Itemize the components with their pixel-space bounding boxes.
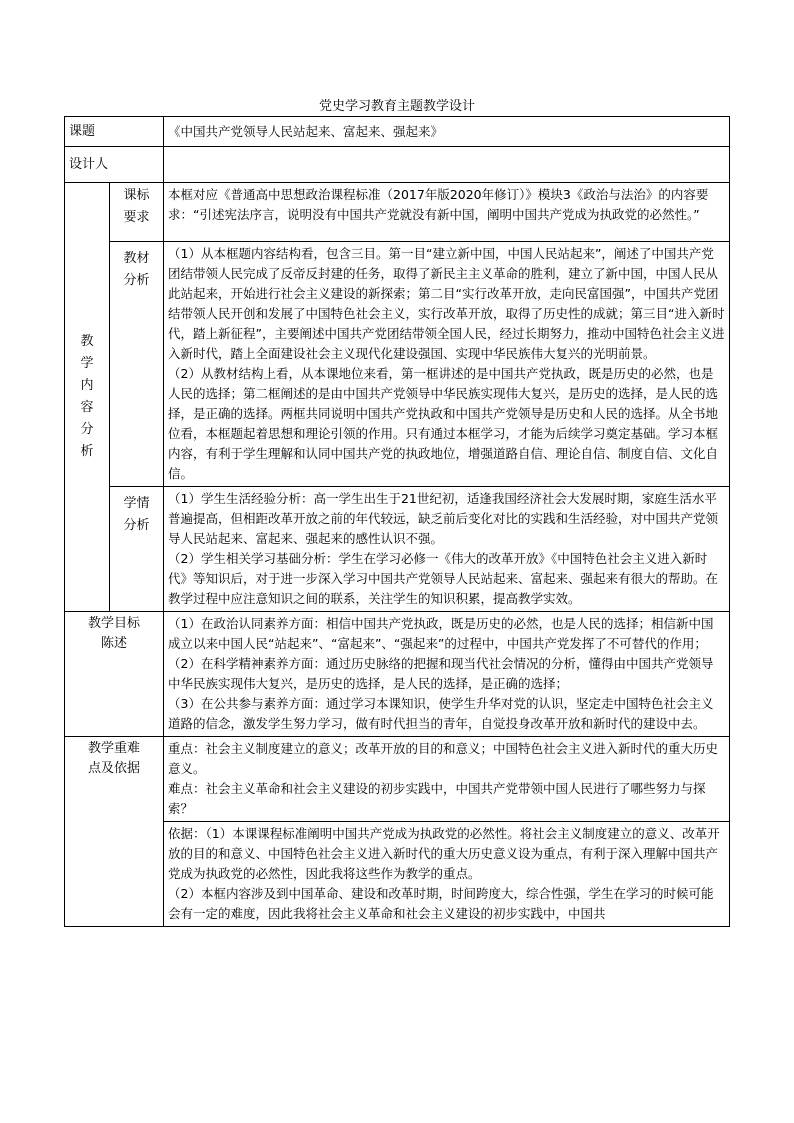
content-analysis-char: 容 [80,400,94,415]
row-course [65,117,730,147]
objectives-text [164,612,730,737]
textbook-text [164,242,730,487]
row-standard [65,183,730,242]
standard-label-line: 要求 [123,210,150,225]
basis-paragraph: （2）本框内容涉及到中国革命、建设和改革时期，时间跨度大，综合性强，学生在学习的时候可能会有一定的难度，因此我将社会主义革命和社会主义建设的初步实践中，中国共 [168,886,714,921]
learner-text [164,487,730,612]
objectives-label-line: 陈述 [101,636,128,651]
course-label: 课题 [65,117,164,147]
basis-paragraph: 依据：（1）本课课程标准阐明中国共产党成为执政党的必然性。将社会主义制度建立的意义、改革开放的目的和意义、中国特色社会主义进入新时代的重大历史意义设为重点，有利于深入理解中国共产党成为执政党的必然性，因此我将这些作为教学的重点。 [168,826,720,881]
objective-paragraph: （1）在政治认同素养方面：相信中国共产党执政，既是历史的必然，也是人民的选择；相信新中国成立以来中国人民“站起来”、“富起来”、“强起来”的过程中，中国共产党发挥了不可替代的作用； [168,616,714,651]
row-key-points [65,737,730,822]
basis-text [164,822,730,927]
content-analysis-label [65,183,110,612]
row-designer [65,147,730,183]
key-points-text [164,737,730,822]
designer-value [164,147,730,183]
textbook-label-line: 分析 [123,273,150,288]
learner-label [110,487,164,612]
learner-paragraph: （1）学生生活经验分析：高一学生出生于21世纪初，适逢我国经济社会大发展时期，家庭生活水平普遍提高，但相距改革开放之前的年代较远，缺乏前后变化对比的实践和生活经验，对中国共产党领导人民站起来、富起来、强起来的感性认识不强。 [168,491,719,546]
objective-paragraph: （3）在公共参与素养方面：通过学习本课知识，使学生升华对党的认识，坚定走中国特色社会主义道路的信念，激发学生努力学习，做有时代担当的青年，自觉投身改革开放和新时代的建设中去。 [168,696,714,731]
lesson-plan-table [64,116,730,927]
textbook-label-line: 教材 [123,251,150,266]
textbook-paragraph: （1）从本框题内容结构看，包含三目。第一目“建立新中国，中国人民站起来”，阐述了中国共产党团结带领人民完成了反帝反封建的任务，取得了新民主主义革命的胜利，建立了新中国，中国人民从此站起来，开始进行社会主义建设的新探索；第二目“实行改革开放，走向民富国强”，中国共产党团结带领人民开创和发展了中国特色社会主义，实行改革开放，取得了历史性的成就；第三目“进入新时代，踏上新征程”，主要阐述中国共产党团结带领全国人民，经过长期努力，推动中国特色社会主义进入新时代，踏上全面建设社会主义现代化建设强国、实现中华民族伟大复兴的光明前景。 [168,246,725,361]
objective-paragraph: （2）在科学精神素养方面：通过历史脉络的把握和现当代社会情况的分析，懂得由中国共产党领导中华民族实现伟大复兴，是历史的选择，是人民的选择，是正确的选择； [168,656,714,691]
designer-label: 设计人 [65,147,164,183]
key-point: 重点：社会主义制度建立的意义；改革开放的目的和意义；中国特色社会主义进入新时代的重大历史意义。 [168,741,719,776]
standard-label [110,183,164,242]
learner-paragraph: （2）学生相关学习基础分析：学生在学习必修一《伟大的改革开放》《中国特色社会主义进入新时代》等知识后，对于进一步深入学习中国共产党领导人民站起来、富起来、强起来有很大的帮助。在教学过程中应注意知识之间的联系，关注学生的知识积累，提高教学实效。 [168,551,719,606]
row-objectives [65,612,730,737]
content-analysis-char: 析 [80,444,94,459]
course-value: 《中国共产党领导人民站起来、富起来、强起来》 [164,117,730,147]
content-analysis-char: 分 [80,422,94,437]
objectives-label [65,612,164,737]
learner-label-line: 分析 [123,518,150,533]
key-points-label-line: 教学重难 [88,741,141,756]
objectives-label-line: 教学目标 [88,616,141,631]
difficult-point: 难点：社会主义革命和社会主义建设的初步实践中，中国共产党带领中国人民进行了哪些努力与探索？ [168,781,706,816]
learner-label-line: 学情 [123,496,150,511]
row-basis [65,822,730,927]
content-analysis-char: 学 [80,356,94,371]
standard-text: 本框对应《普通高中思想政治课程标准（2017年版2020年修订）》模块3《政治与法治》的内容要求：“引述宪法序言，说明没有中国共产党就没有新中国，阐明中国共产党成为执政党的必然性。” [164,183,730,242]
page-title: 党史学习教育主题教学设计 [318,99,475,114]
row-learner [65,487,730,612]
standard-label-line: 课标 [123,188,150,203]
key-points-label-line: 点及依据 [88,761,141,776]
textbook-label [110,242,164,487]
content-analysis-char: 教 [80,334,94,349]
textbook-paragraph: （2）从教材结构上看，从本课地位来看，第一框讲述的是中国共产党执政，既是历史的必然，也是人民的选择；第二框阐述的是由中国共产党领导中华民族实现伟大复兴，是历史的选择，是人民的选择，是正确的选择。两框共同说明中国共产党执政和中国共产党领导是历史和人民的选择。从全书地位看，本框题起着思想和理论引领的作用。只有通过本框学习，才能为后续学习奠定基础。学习本框内容，有利于学生理解和认同中国共产党的执政地位，增强道路自信、理论自信、制度自信、文化自信。 [168,366,719,481]
row-textbook [65,242,730,487]
content-analysis-char: 内 [80,378,94,393]
key-points-label [65,737,164,927]
